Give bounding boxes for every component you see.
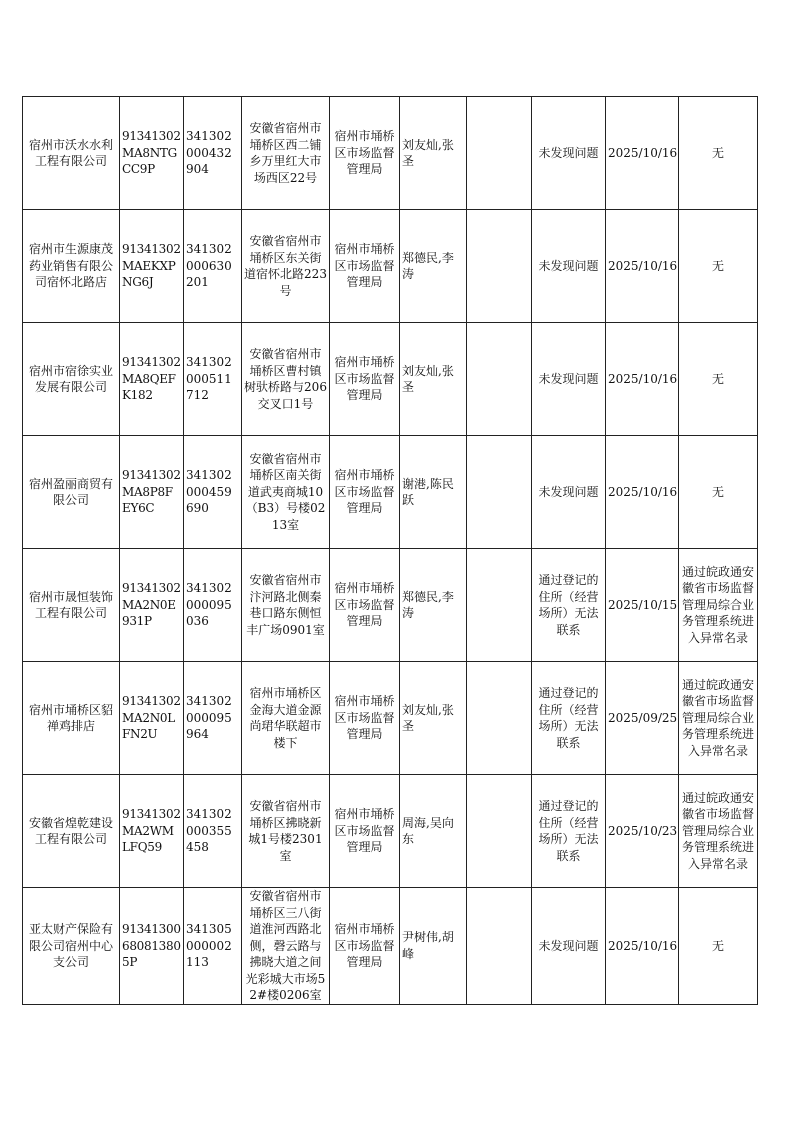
credit-code-cell: 91341300680813805P (120, 888, 184, 1005)
credit-code-cell: 91341302MAEKXPNG6J (120, 210, 184, 323)
company-name-cell: 宿州市宿徐实业发展有限公司 (23, 323, 120, 436)
empty-cell (467, 662, 532, 775)
address-cell: 安徽省宿州市埇桥区南关街道武夷商城10（B3）号楼0213室 (242, 436, 330, 549)
action-cell: 无 (679, 210, 758, 323)
date-cell: 2025/10/23 (606, 775, 679, 888)
address-cell: 安徽省宿州市埇桥区拂晓新城1号楼2301室 (242, 775, 330, 888)
company-name-cell: 安徽省煌乾建设工程有限公司 (23, 775, 120, 888)
credit-code-cell: 91341302MA2N0LFN2U (120, 662, 184, 775)
registration-number-cell: 341302000432904 (184, 97, 242, 210)
registration-number-cell: 341302000355458 (184, 775, 242, 888)
address-cell: 安徽省宿州市汴河路北侧秦巷口路东侧恒丰广场0901室 (242, 549, 330, 662)
registration-number-cell: 341302000095964 (184, 662, 242, 775)
date-cell: 2025/10/16 (606, 97, 679, 210)
date-cell: 2025/10/16 (606, 436, 679, 549)
action-cell: 无 (679, 436, 758, 549)
agency-cell: 宿州市埇桥区市场监督管理局 (330, 662, 400, 775)
empty-cell (467, 97, 532, 210)
credit-code-cell: 91341302MA8NTGCC9P (120, 97, 184, 210)
result-cell: 通过登记的住所（经营场所）无法联系 (532, 662, 606, 775)
action-cell: 无 (679, 888, 758, 1005)
agency-cell: 宿州市埇桥区市场监督管理局 (330, 775, 400, 888)
empty-cell (467, 549, 532, 662)
address-cell: 安徽省宿州市埇桥区东关街道宿怀北路223号 (242, 210, 330, 323)
result-cell: 未发现问题 (532, 888, 606, 1005)
agency-cell: 宿州市埇桥区市场监督管理局 (330, 323, 400, 436)
date-cell: 2025/10/16 (606, 323, 679, 436)
result-cell: 通过登记的住所（经营场所）无法联系 (532, 775, 606, 888)
empty-cell (467, 888, 532, 1005)
inspectors-cell: 谢港,陈民跃 (400, 436, 467, 549)
table-row (23, 662, 758, 775)
credit-code-cell: 91341302MA2N0E931P (120, 549, 184, 662)
agency-cell: 宿州市埇桥区市场监督管理局 (330, 549, 400, 662)
table-row (23, 323, 758, 436)
table-row (23, 436, 758, 549)
table-row (23, 97, 758, 210)
credit-code-cell: 91341302MA8P8FEY6C (120, 436, 184, 549)
result-cell: 未发现问题 (532, 323, 606, 436)
empty-cell (467, 436, 532, 549)
inspectors-cell: 郑德民,李涛 (400, 210, 467, 323)
empty-cell (467, 775, 532, 888)
action-cell: 无 (679, 323, 758, 436)
date-cell: 2025/10/16 (606, 210, 679, 323)
action-cell: 通过皖政通安徽省市场监督管理局综合业务管理系统进入异常名录 (679, 662, 758, 775)
address-cell: 安徽省宿州市埇桥区曹村镇树驮桥路与206交叉口1号 (242, 323, 330, 436)
inspectors-cell: 刘友灿,张圣 (400, 97, 467, 210)
inspectors-cell: 郑德民,李涛 (400, 549, 467, 662)
company-name-cell: 亚太财产保险有限公司宿州中心支公司 (23, 888, 120, 1005)
table-row (23, 210, 758, 323)
registration-number-cell: 341302000459690 (184, 436, 242, 549)
inspectors-cell: 刘友灿,张圣 (400, 323, 467, 436)
table-row (23, 549, 758, 662)
credit-code-cell: 91341302MA8QEFK182 (120, 323, 184, 436)
agency-cell: 宿州市埇桥区市场监督管理局 (330, 97, 400, 210)
address-cell: 宿州市埇桥区金海大道金源尚珺华联超市楼下 (242, 662, 330, 775)
address-cell: 安徽省宿州市埇桥区三八街道淮河西路北侧，磬云路与拂晓大道之间光彩城大市场52#楼0206室 (242, 888, 330, 1005)
result-cell: 通过登记的住所（经营场所）无法联系 (532, 549, 606, 662)
inspectors-cell: 刘友灿,张圣 (400, 662, 467, 775)
empty-cell (467, 323, 532, 436)
result-cell: 未发现问题 (532, 97, 606, 210)
table-row (23, 775, 758, 888)
empty-cell (467, 210, 532, 323)
date-cell: 2025/10/15 (606, 549, 679, 662)
registration-number-cell: 341302000511712 (184, 323, 242, 436)
company-name-cell: 宿州市晟恒装饰工程有限公司 (23, 549, 120, 662)
table-row (23, 888, 758, 1005)
agency-cell: 宿州市埇桥区市场监督管理局 (330, 436, 400, 549)
action-cell: 通过皖政通安徽省市场监督管理局综合业务管理系统进入异常名录 (679, 775, 758, 888)
credit-code-cell: 91341302MA2WMLFQ59 (120, 775, 184, 888)
registration-number-cell: 341302000630201 (184, 210, 242, 323)
action-cell: 无 (679, 97, 758, 210)
action-cell: 通过皖政通安徽省市场监督管理局综合业务管理系统进入异常名录 (679, 549, 758, 662)
address-cell: 安徽省宿州市埇桥区西二铺乡万里红大市场西区22号 (242, 97, 330, 210)
company-name-cell: 宿州盈丽商贸有限公司 (23, 436, 120, 549)
inspectors-cell: 尹树伟,胡峰 (400, 888, 467, 1005)
inspection-results-table (22, 96, 758, 1005)
agency-cell: 宿州市埇桥区市场监督管理局 (330, 888, 400, 1005)
inspectors-cell: 周海,吴向东 (400, 775, 467, 888)
company-name-cell: 宿州市沃水水利工程有限公司 (23, 97, 120, 210)
company-name-cell: 宿州市埇桥区貂禅鸡排店 (23, 662, 120, 775)
company-name-cell: 宿州市生源康茂药业销售有限公司宿怀北路店 (23, 210, 120, 323)
result-cell: 未发现问题 (532, 436, 606, 549)
date-cell: 2025/09/25 (606, 662, 679, 775)
date-cell: 2025/10/16 (606, 888, 679, 1005)
result-cell: 未发现问题 (532, 210, 606, 323)
agency-cell: 宿州市埇桥区市场监督管理局 (330, 210, 400, 323)
registration-number-cell: 341305000002113 (184, 888, 242, 1005)
registration-number-cell: 341302000095036 (184, 549, 242, 662)
